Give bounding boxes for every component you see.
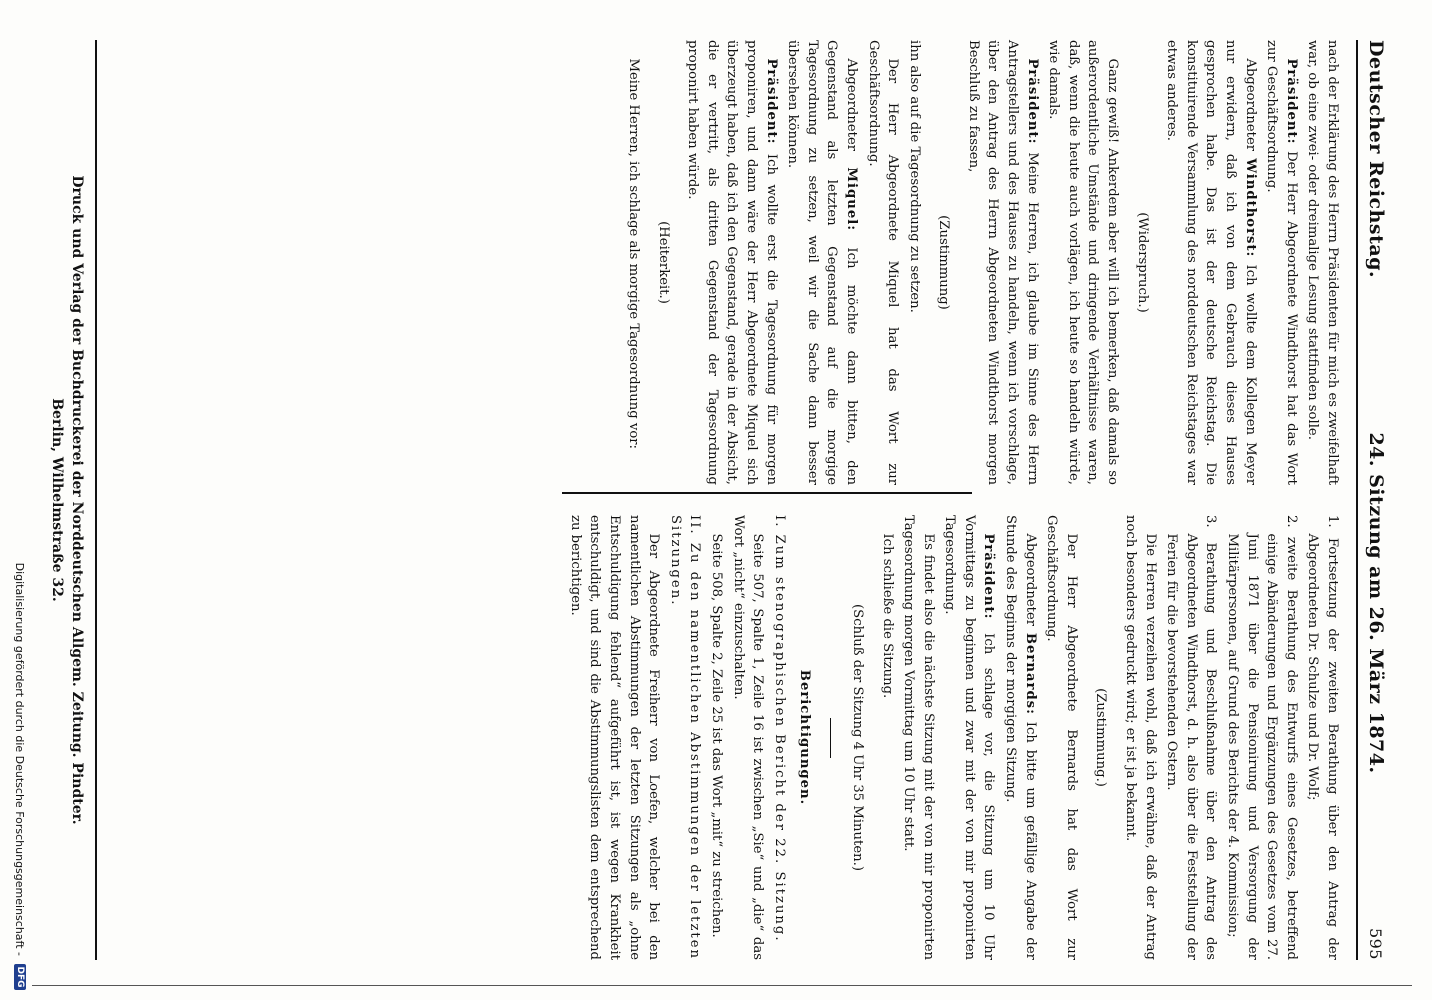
speaker-role: Abgeordneter [1242, 58, 1258, 152]
section-rule [830, 718, 831, 758]
speaker-name: Präsident: [763, 58, 779, 145]
header-session: 24. Sitzung am 26. März 1874. [1365, 432, 1387, 774]
speech-text: Meine Herren, ich glaube im Sinne des Herrn Antragstellers und des Hauses zu handeln, wenn ich vorschlage, über den Antrag des Herrn Abgeordneten Windthorst morgen Beschluß zu fassen, [965, 40, 1040, 485]
speaker-role: Abgeordneter [843, 58, 859, 152]
corrections-title: Berichtigungen. [797, 669, 813, 806]
agenda-list [1162, 515, 1342, 960]
speech-text: Ich wollte erst die Tagesordnung für morgen proponiren, und dann wäre der Herr Abgeordnete Miquel sich überzeugt haben, daß ich den Gegenstand, gerade in der Absicht, die er vertritt, als dritten Gegenstand der Tagesordnung proponirt haben würde. [685, 40, 779, 485]
session-close-note: (Schluß der Sitzung 4 Uhr 35 Minuten.) [849, 604, 865, 871]
interjection: (Heiterkeit.) [655, 221, 671, 304]
paragraph: Es findet also die nächste Sitzung mit der von mir proponirten Tagesordnung morgen Vormittag um 10 Uhr statt. [901, 515, 936, 960]
agenda-item: 1. Fortsetzung der zweiten Berathung über den Antrag der Abgeordneten Dr. Schulze und Dr. Wolf; [1305, 515, 1340, 960]
speaker-role: Abgeordneter [1022, 533, 1038, 627]
right-column [563, 515, 1342, 960]
paragraph: Der Herr Abgeordnete Miquel hat das Wort zur Geschäftsordnung. [865, 40, 901, 485]
paragraph [683, 40, 781, 485]
paragraph: Ich schließe die Sitzung. [879, 533, 895, 699]
speech-text: Ich bitte um gefällige Angabe der Stunde des Beginns der morgigen Sitzung. [1003, 515, 1038, 960]
page-edge-line [32, 985, 1412, 986]
speaker-name: Präsident: [1024, 58, 1040, 145]
speaker-name: Miquel: [843, 167, 859, 232]
interjection: (Zustimmung) [936, 215, 952, 310]
interjection: (Widerspruch.) [1134, 212, 1150, 313]
printer-imprint [47, 40, 97, 960]
paragraph: Meine Herren, ich schlage als morgige Tagesordnung vor: [626, 58, 641, 449]
speech-text: Ich möchte dann bitten, den Gegenstand als letzten Gegenstand auf die morgige Tagesordnung zu setzen, weil wir die Sache dann besser übersehen können. [785, 40, 859, 485]
dfg-logo: DFG [14, 964, 26, 990]
speaker-name: Windthorst: [1242, 158, 1258, 258]
agenda-item: 2. zweite Berathung des Entwurfs eines Gesetzes, betreffend einige Abänderungen und Ergänzungen des Gesetzes vom 27. Juni 1871 über die Pensionirung und Versorgung der Militärpersonen, auf Grund des Berichts der 4. Kommission; [1225, 515, 1299, 960]
page-header [1356, 40, 1394, 960]
paragraph: Ganz gewiß! Ankerdem aber will ich bemerken, daß damals so außerordentliche Umstände und dringende Verhältnisse waren, daß, wenn die heute auch vorlägen, ich heute so handeln würde, wie damals. [1046, 40, 1121, 485]
speaker-name: Bernards: [1022, 632, 1038, 715]
paragraph [940, 515, 999, 960]
correction-text: Seite 507, Spalte 1, Zeile 16 ist zwischen „Sie“ und „die“ das Wort „nicht“ einzuschalten. [730, 515, 766, 960]
column-divider [562, 492, 972, 494]
correction-heading: I. Zum stenographischen Bericht der 22. Sitzung. [771, 515, 787, 943]
speech-text: Der Herr Abgeordnete Windthorst hat das Wort zur Geschäftsordnung. [1264, 40, 1299, 485]
correction-text: Seite 508, Spalte 2, Zeile 25 ist das Wort „mit“ zu streichen. [708, 533, 724, 938]
paragraph: nach der Erklärung des Herrn Präsidenten für mich es zweifelhaft war, ob eine zwei- oder dreimalige Lesung stattfinden solle. [1305, 40, 1340, 485]
paragraph: Der Herr Abgeordnete Bernards hat das Wort zur Geschäftsordnung. [1044, 515, 1079, 960]
imprint-line: Berlin, Wilhelmstraße 32. [49, 398, 65, 602]
paragraph: Die Herren verzeihen wohl, daß ich erwähne, daß der Antrag noch besonders gedruckt wird; er ist ja bekannt. [1123, 515, 1158, 960]
paragraph [783, 40, 861, 485]
speech-text: Ich schlage vor, die Sitzung um 10 Uhr Vormittags zu beginnen und zwar mit der von mir proponirten Tagesordnung. [942, 515, 997, 960]
interjection: (Zustimmung.) [1093, 688, 1109, 787]
page-number: 595 [1366, 927, 1386, 960]
header-title: Deutscher Reichstag. [1365, 40, 1387, 279]
speaker-name: Präsident: [1283, 58, 1299, 145]
paragraph [1262, 40, 1301, 485]
paragraph [1001, 515, 1040, 960]
paragraph [1162, 40, 1260, 485]
digitization-footer [0, 0, 40, 1000]
paragraph [963, 40, 1041, 485]
speech-text: Ich wollte dem Kollegen Meyer nur erwidern, daß ich von dem Gebrauch dieses Hauses gesprochen habe. Das ist der deutsche Reichstag. Die konstituirende Versammlung des norddeutschen Reichstages war etwas anderes. [1164, 40, 1258, 485]
imprint-line: Druck und Verlag der Buchdruckerei der Norddeutschen Allgem. Zeitung. Pindter. [69, 175, 85, 825]
agenda-item: 3. Berathung und Beschlußnahme über den Antrag des Abgeordneten Windthorst, d. h. also über die Feststellung der Ferien für die bevorstehenden Ostern. [1164, 515, 1219, 960]
left-column [621, 40, 1342, 485]
paragraph: ihn also auf die Tagesordnung zu setzen. [906, 40, 922, 313]
digitization-credit: Digitalisierung gefördert durch die Deutsche Forschungsgemeinschaft - [13, 562, 27, 956]
correction-heading: II. Zu den namentlichen Abstimmungen der letzten Sitzungen. [667, 515, 703, 960]
correction-text: Der Abgeordnete Freiherr von Loefen, welcher bei den namentlichen Abstimmungen der letzten Sitzungen als „ohne Entschuldigung fehlend“ aufgeführt ist, ist wegen Krankheit entschuldigt, und sind die Abstimmungslisten dem entsprechend zu berichtigen. [567, 515, 662, 960]
speaker-name: Präsident: [981, 533, 997, 620]
